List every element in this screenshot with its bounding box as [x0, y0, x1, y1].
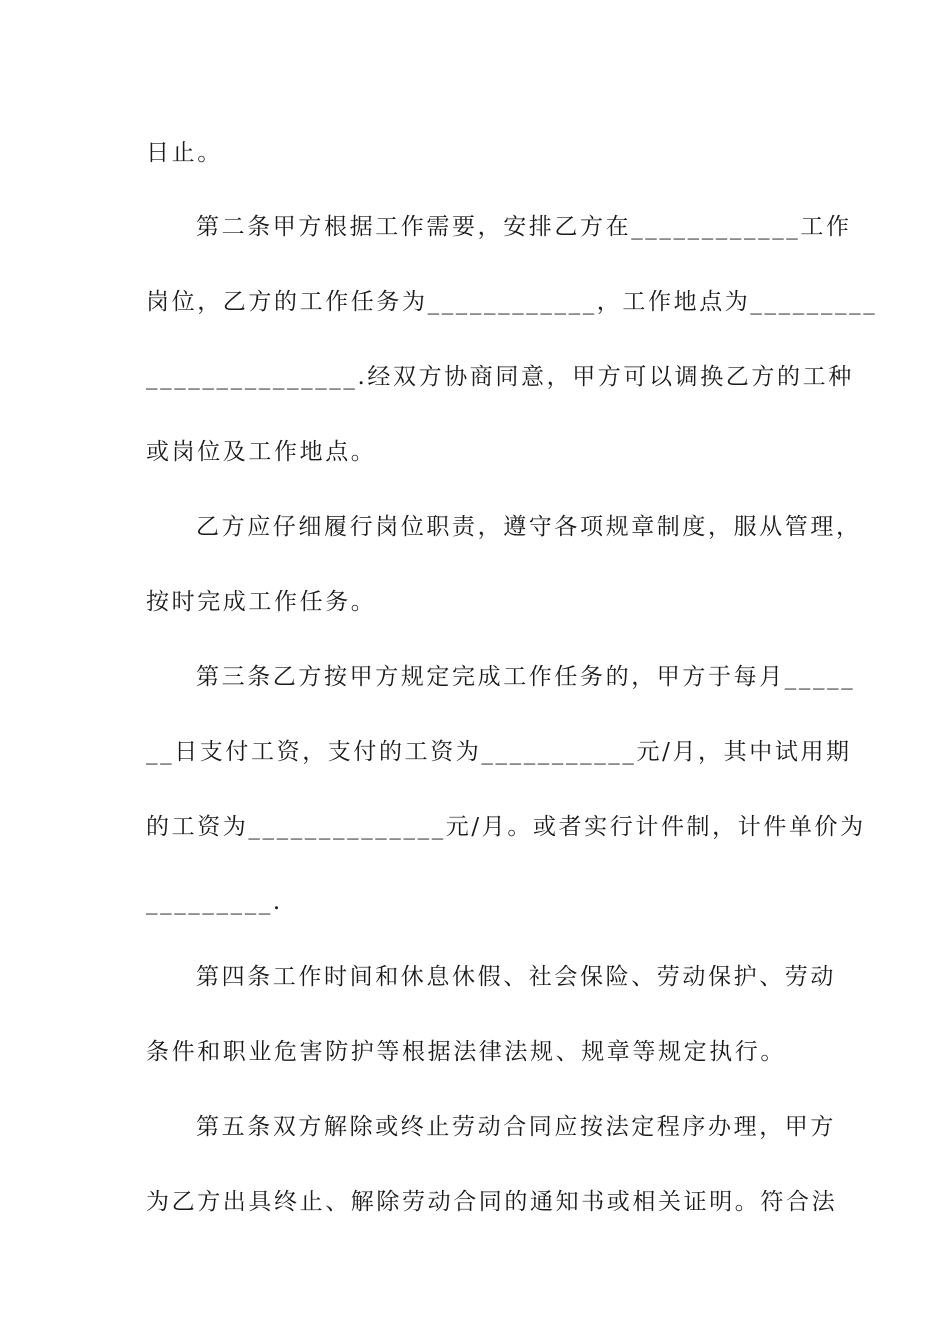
article-2-line-1: 第二条甲方根据工作需要，安排乙方在____________工作 — [196, 214, 852, 240]
article-5-line-2: 为乙方出具终止、解除劳动合同的通知书或相关证明。符合法 — [146, 1189, 838, 1215]
duty-line-2: 按时完成工作任务。 — [146, 589, 377, 615]
article-3-line-3: 的工资为______________元/月。或者实行计件制，计件单价为 — [146, 814, 866, 840]
text-line-1: 日止。 — [146, 140, 223, 166]
article-3-line-1: 第三条乙方按甲方规定完成工作任务的，甲方于每月_____ — [196, 664, 856, 690]
article-2-line-4: 或岗位及工作地点。 — [146, 439, 377, 465]
article-2-line-2: 岗位，乙方的工作任务为____________，工作地点为_________ — [146, 289, 878, 315]
article-3-line-4: _________. — [146, 889, 283, 915]
article-5-line-1: 第五条双方解除或终止劳动合同应按法定程序办理，甲方 — [196, 1114, 836, 1140]
duty-line-1: 乙方应仔细履行岗位职责，遵守各项规章制度，服从管理， — [196, 514, 862, 540]
article-2-line-3: _______________.经双方协商同意，甲方可以调换乙方的工种 — [146, 364, 854, 390]
article-3-line-2: __日支付工资，支付的工资为___________元/月，其中试用期 — [146, 739, 852, 765]
article-4-line-1: 第四条工作时间和休息休假、社会保险、劳动保护、劳动 — [196, 964, 836, 990]
article-4-line-2: 条件和职业危害防护等根据法律法规、规章等规定执行。 — [146, 1039, 786, 1065]
